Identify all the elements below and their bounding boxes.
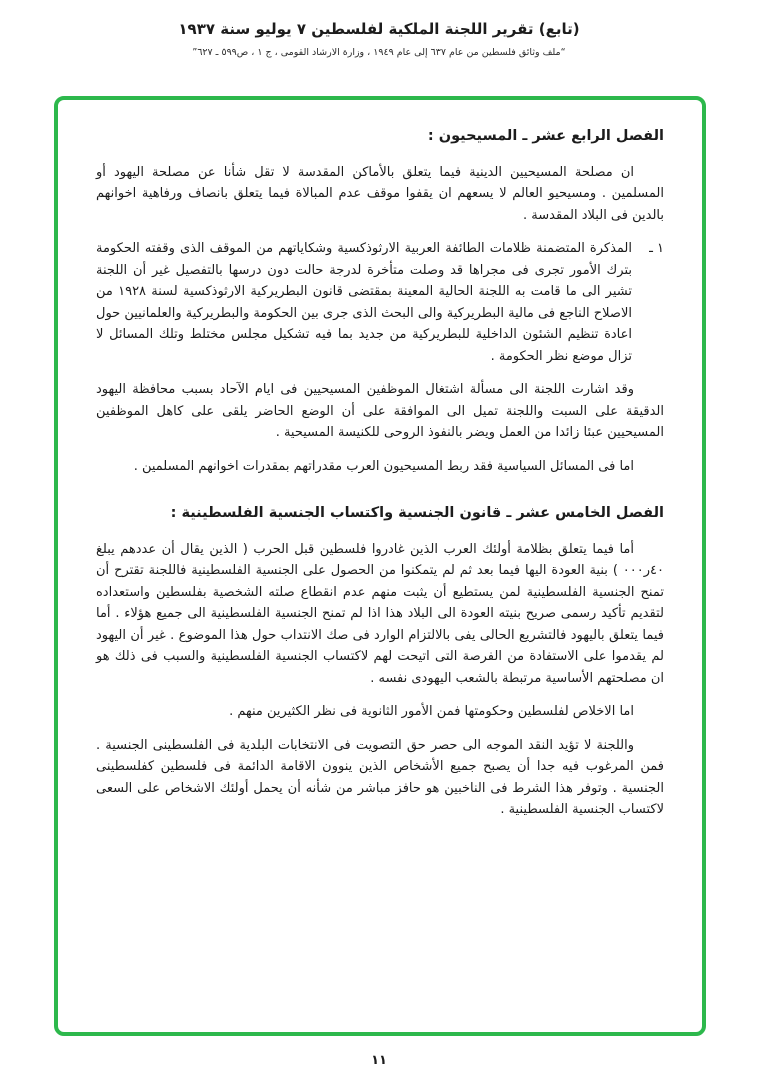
document-frame [54, 96, 706, 1036]
paragraph: واللجنة لا تؤيد النقد الموجه الى حصر حق التصويت فى الانتخابات البلدية فى الفلسطينى الجنسية . فمن المرغوب فيه جدا أن يصبح جميع الأشخاص الذين ينوون الاقامة الدائمة فى فلسطين كفلسطينى الجنسية . وتوفر هذا الشرط فى الناخبين هو حافز مباشر من شأنه أن يحمل أولئك الاشخاص على السعى لاكتساب الجنسية الفلسطينية . [96, 737, 664, 817]
source-citation: “ملف وثائق فلسطين من عام ٦٣٧ إلى عام ١٩٤٩ ، وزارة الارشاد القومى ، ج ١ ، ص٥٩٩ ـ ٦٢٧” [192, 47, 566, 58]
paragraph: اما فى المسائل السياسية فقد ربط المسيحيون العرب مقدراتهم بمقدرات اخوانهم المسلمين . [133, 458, 634, 474]
paragraph: ان مصلحة المسيحيين الدينية فيما يتعلق بالأماكن المقدسة لا تقل شأنا عن مصلحة اليهود أو المسلمين . ومسيحيو العالم لا يسعهم ان يقفوا موقف عدم المبالاة فيما يتعلق بانصاف ورفاهية اخوانهم بالدين فى البلاد المقدسة . [96, 164, 664, 223]
page-footer [0, 1049, 758, 1068]
chapter-15-heading: الفصل الخامس عشر ـ قانون الجنسية واكتساب الجنسية الفلسطينية : [170, 505, 664, 521]
report-title: (تابع) تقرير اللجنة الملكية لفلسطين ٧ يوليو سنة ١٩٣٧ [178, 20, 580, 38]
paragraph: أما فيما يتعلق بظلامة أولئك العرب الذين غادروا فلسطين قبل الحرب ( الذين يقال أن عددهم يبلغ ٤٠ر٠٠٠ ) بنية العودة اليها فيما بعد ثم لم يتمكنوا من الحصول على الجنسية الفلسطينية فاللجنة تقترح أن تمنح الجنسية الفلسطينية لمن يستطيع أن يثبت منهم عدم انقطاع صلته الشخصية بفلسطين واستعداده لتقديم تأكيد رسمى صريح بنيته العودة الى البلاد هذا اذا لم تمنح الجنسية الفلسطينية الى جميع هؤلاء . أما فيما يتعلق باليهود فالتشريع الحالى يفى بالالتزام الوارد فى صك الانتداب حول هذا الموضوع . غير أن اليهود لم يقدموا على الاستفادة من الفرصة التى اتيحت لهم لاكتساب الجنسية الفلسطينية والسبب فى ذلك هو ان مصلحتهم الأساسية مرتبطة بالشعب اليهودى نفسه . [96, 541, 664, 686]
item-number: ١ ـ [649, 241, 664, 256]
paragraph: اما الاخلاص لفلسطين وحكومتها فمن الأمور الثانوية فى نظر الكثيرين منهم . [229, 704, 634, 719]
page-number: ١١ [371, 1053, 387, 1068]
paragraph: وقد اشارت اللجنة الى مسألة اشتغال الموظفين المسيحيين فى ايام الآحاد بسبب محافظة اليهود الدقيقة على السبت واللجنة تميل الى الموافقة على أن الوضع الحاضر يلقى على كاهل الموظفين المسيحيين عبئا زائدا من العمل ويضر بالنفوذ الروحى للكنيسة المسيحية . [96, 382, 664, 440]
chapter-14-heading: الفصل الرابع عشر ـ المسيحيون : [427, 128, 664, 144]
numbered-item [96, 238, 664, 367]
item-text: المذكرة المتضمنة ظلامات الطائفة العربية الارثوذكسية وشكاياتهم من الموقف الذى وقفته الحكومة بترك الأمور تجرى فى مجراها قد وصلت متأخرة لدرجة حالت دون درسها بالتفصيل غير أن اللجنة تشير الى ما قامت به اللجنة الحالية المعينة بمقتضى قانون البطريركية الارثوذكسية لسنة ١٩٢٨ من الاصلاح الناجع فى مالية البطريركية والى البحث الذى جرى بين الحكومة والبطريركية والعلمانيين حول اعادة تنظيم الشئون الداخلية للبطريركية من جديد بما فيه تشكيل مجلس مختلط وتلك المسائل لا تزال موضع نظر الحكومة . [96, 241, 632, 364]
page-header [0, 0, 758, 58]
